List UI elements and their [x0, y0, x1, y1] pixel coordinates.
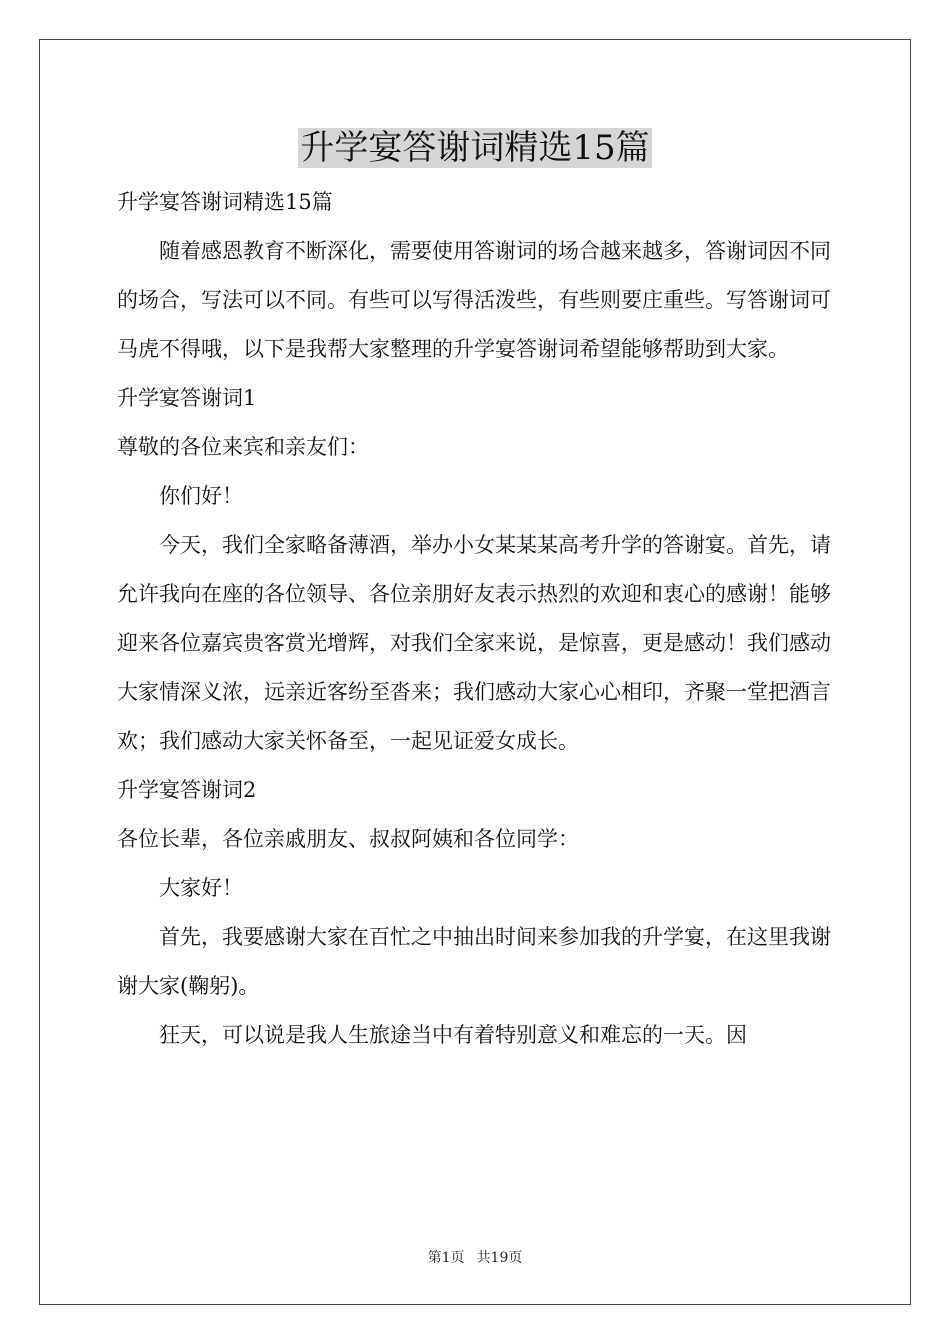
body-paragraph: 随着感恩教育不断深化，需要使用答谢词的场合越来越多，答谢词因不同的场合，写法可以不同。有些可以写得活泼些，有些则要庄重些。写答谢词可马虎不得哦，以下是我帮大家整理的升学宴答谢词希望能够帮助到大家。: [117, 239, 831, 361]
document-title: [0, 126, 950, 170]
body-paragraph: 今天，我们全家略备薄酒，举办小女某某某高考升学的答谢宴。首先，请允许我向在座的各位领导、各位亲朋好友表示热烈的欢迎和衷心的感谢！能够迎来各位嘉宾贵客赏光增辉，对我们全家来说，是惊喜，更是感动！我们感动大家情深义浓，远亲近客纷至沓来；我们感动大家心心相印，齐聚一堂把酒言欢；我们感动大家关怀备至，一起见证爱女成长。: [117, 533, 831, 753]
body-paragraph: 首先，我要感谢大家在百忙之中抽出时间来参加我的升学宴，在这里我谢谢大家(鞠躬)。: [117, 925, 831, 998]
greeting: 你们好！: [159, 484, 243, 508]
document-title-text: 升学宴答谢词精选15篇: [300, 128, 650, 168]
greeting: 大家好！: [159, 876, 243, 900]
page-number: 第1页: [427, 1250, 465, 1266]
section-heading: 升学宴答谢词1: [117, 386, 257, 410]
salutation: 尊敬的各位来宾和亲友们：: [117, 435, 369, 459]
salutation: 各位长辈，各位亲戚朋友、叔叔阿姨和各位同学：: [117, 827, 579, 851]
page-total: 共19页: [476, 1250, 523, 1266]
body-paragraph: 狂天，可以说是我人生旅途当中有着特别意义和难忘的一天。因: [159, 1023, 747, 1047]
page-footer: [0, 1248, 950, 1268]
body-paragraph: 升学宴答谢词精选15篇: [117, 190, 333, 214]
document-body: [117, 178, 832, 1060]
section-heading: 升学宴答谢词2: [117, 778, 257, 802]
